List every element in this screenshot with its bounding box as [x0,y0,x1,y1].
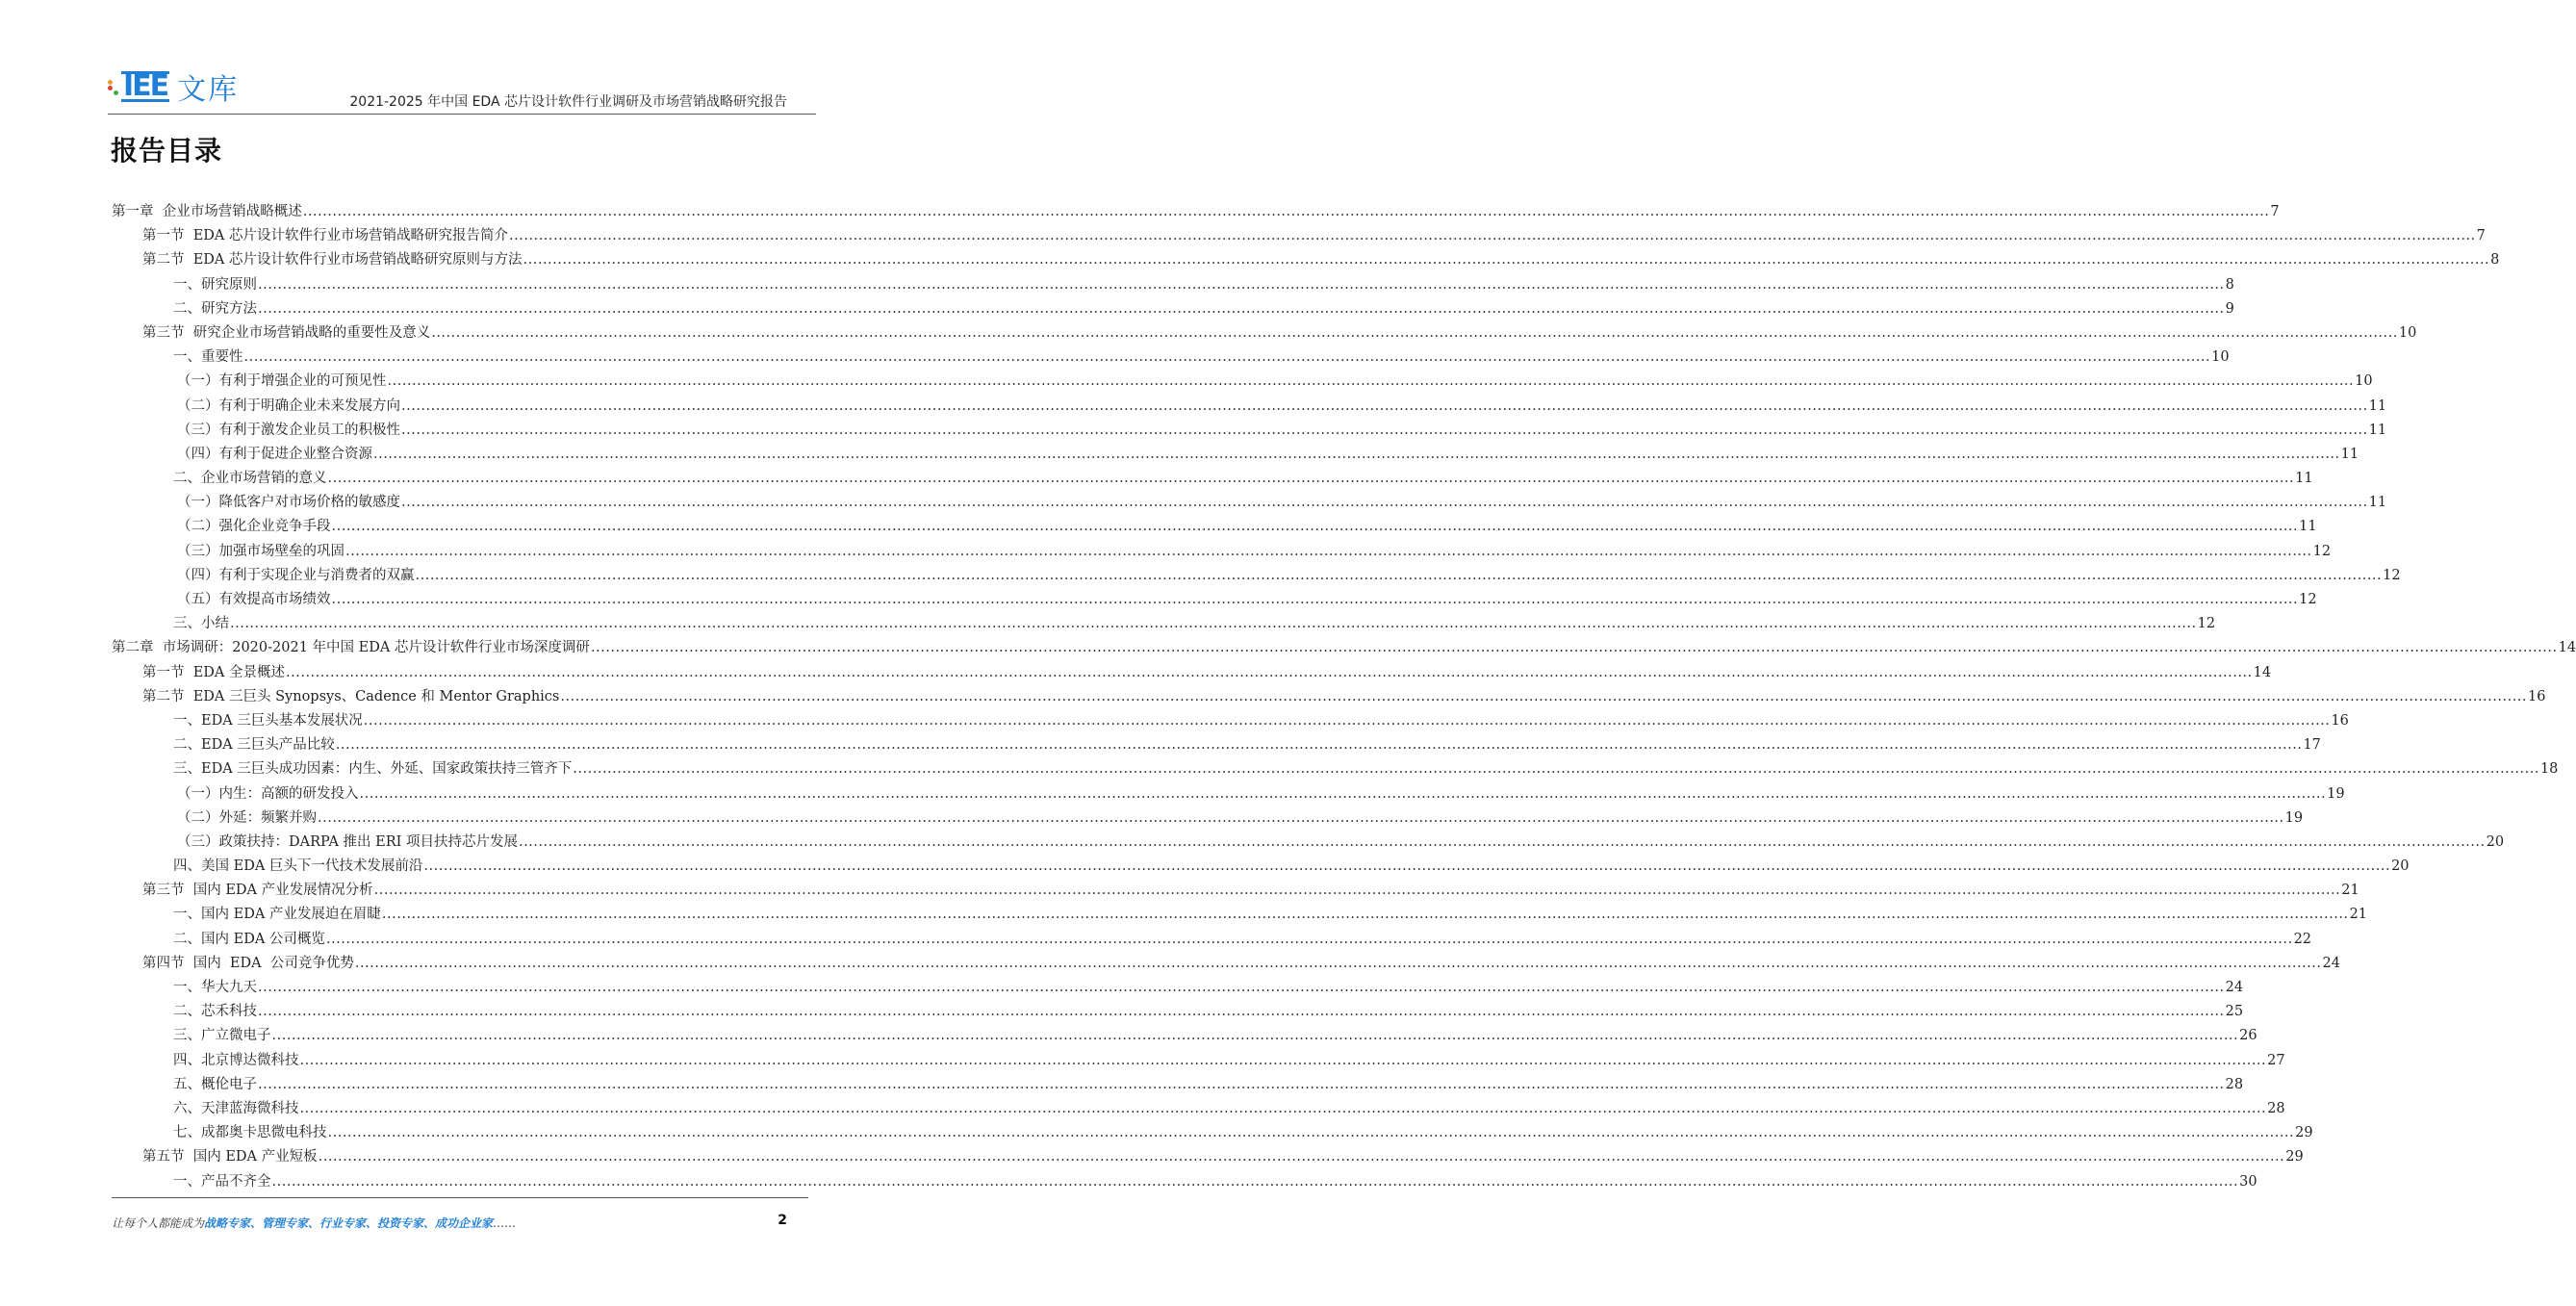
footer-divider [112,1197,808,1198]
toc-leader: ................................................................................................................................................................................................................................................................................................................................................................................................................ [318,809,2284,826]
toc-leader: ................................................................................................................................................................................................................................................................................................................................................................................................................ [363,712,2331,729]
toc-entry[interactable]: 一、重要性 ................................................................................................................................................................................................................................................................................................................................................................................................................ 10 [112,346,814,370]
toc-leader: ................................................................................................................................................................................................................................................................................................................................................................................................................ [401,397,2368,414]
toc-leader: ................................................................................................................................................................................................................................................................................................................................................................................................................ [258,1004,2225,1020]
toc-entry[interactable]: （三）加强市场壁垒的巩固 ................................................................................................................................................................................................................................................................................................................................................................................................................ 12 [112,540,814,564]
toc-leader: ................................................................................................................................................................................................................................................................................................................................................................................................................ [401,495,2368,511]
toc-entry[interactable]: （一）有利于增强企业的可预见性 ................................................................................................................................................................................................................................................................................................................................................................................................................ 10 [112,370,814,394]
toc-entry[interactable]: 二、芯禾科技 ................................................................................................................................................................................................................................................................................................................................................................................................................ 25 [112,1000,814,1024]
toc-entry[interactable]: 第二节 EDA 芯片设计软件行业市场营销战略研究原则与方法 ................................................................................................................................................................................................................................................................................................................................................................................................................ 8 [112,248,814,272]
toc-entry[interactable]: （三）有利于激发企业员工的积极性 ................................................................................................................................................................................................................................................................................................................................................................................................................ 11 [112,419,814,443]
toc-entry[interactable]: （四）有利于实现企业与消费者的双赢 ................................................................................................................................................................................................................................................................................................................................................................................................................ 12 [112,564,814,588]
footer-suffix: …… [493,1216,517,1230]
toc-leader: ................................................................................................................................................................................................................................................................................................................................................................................................................ [335,737,2303,754]
toc-leader: ................................................................................................................................................................................................................................................................................................................................................................................................................ [299,1100,2267,1116]
toc-leader: ................................................................................................................................................................................................................................................................................................................................................................................................................ [299,1052,2267,1068]
toc-leader: ................................................................................................................................................................................................................................................................................................................................................................................................................ [431,324,2398,341]
toc-leader: ................................................................................................................................................................................................................................................................................................................................................................................................................ [286,664,2253,680]
toc-leader: ................................................................................................................................................................................................................................................................................................................................................................................................................ [523,252,2490,269]
toc-entry[interactable]: 二、研究方法 ................................................................................................................................................................................................................................................................................................................................................................................................................ 9 [112,297,814,321]
toc-entry[interactable]: 四、北京博达微科技 ................................................................................................................................................................................................................................................................................................................................................................................................................ 27 [112,1049,814,1073]
toc-leader: ................................................................................................................................................................................................................................................................................................................................................................................................................ [327,471,2295,487]
header-divider [108,114,816,115]
toc-entry[interactable]: 一、产品不齐全 ................................................................................................................................................................................................................................................................................................................................................................................................................ 30 [112,1170,814,1194]
footer-highlight: 战略专家、管理专家、行业专家、投资专家、成功企业家 [204,1216,494,1230]
table-of-contents [112,200,2576,1194]
toc-leader: ................................................................................................................................................................................................................................................................................................................................................................................................................ [243,349,2211,366]
toc-leader: ................................................................................................................................................................................................................................................................................................................................................................................................................ [258,1076,2225,1092]
logo-dot [108,80,113,85]
toc-leader: ................................................................................................................................................................................................................................................................................................................................................................................................................ [401,422,2368,438]
page-number: 2 [778,1213,787,1228]
toc-entry[interactable]: 第五节 国内 EDA 产业短板 ................................................................................................................................................................................................................................................................................................................................................................................................................ 29 [112,1145,814,1169]
toc-entry[interactable]: 第三节 研究企业市场营销战略的重要性及意义 ................................................................................................................................................................................................................................................................................................................................................................................................................ 10 [112,321,814,346]
footer-prefix: 让每个人都能成为 [112,1216,205,1230]
toc-entry[interactable]: （一）降低客户对市场价格的敏感度 ................................................................................................................................................................................................................................................................................................................................................................................................................ 11 [112,491,814,515]
toc-leader: ................................................................................................................................................................................................................................................................................................................................................................................................................ [327,1125,2295,1141]
toc-leader: ................................................................................................................................................................................................................................................................................................................................................................................................................ [331,519,2299,535]
toc-leader: ................................................................................................................................................................................................................................................................................................................................................................................................................ [509,228,2476,244]
toc-entry[interactable]: （二）强化企业竞争手段 ................................................................................................................................................................................................................................................................................................................................................................................................................ 11 [112,515,814,539]
toc-leader: ................................................................................................................................................................................................................................................................................................................................................................................................................ [318,1149,2285,1165]
toc-entry[interactable]: 一、国内 EDA 产业发展迫在眉睫 ................................................................................................................................................................................................................................................................................................................................................................................................................ 21 [112,903,814,927]
toc-entry[interactable]: 三、广立微电子 ................................................................................................................................................................................................................................................................................................................................................................................................................ 26 [112,1024,814,1048]
logo-dots-icon [108,77,119,96]
header-title: 2021-2025 年中国 EDA 芯片设计软件行业调研及市场营销战略研究报告 [349,94,787,110]
toc-leader: ................................................................................................................................................................................................................................................................................................................................................................................................................ [345,543,2312,559]
page-title: 报告目录 [111,135,223,166]
toc-leader: ................................................................................................................................................................................................................................................................................................................................................................................................................ [359,785,2327,802]
toc-entry[interactable]: （一）内生：高额的研发投入 ................................................................................................................................................................................................................................................................................................................................................................................................................ 19 [112,782,814,807]
logo-mark: IEE [123,69,168,103]
toc-leader: ................................................................................................................................................................................................................................................................................................................................................................................................................ [331,592,2299,607]
toc-entry[interactable]: 三、EDA 三巨头成功因素：内生、外延、国家政策扶持三管齐下 ................................................................................................................................................................................................................................................................................................................................................................................................................ 18 [112,757,814,781]
toc-entry[interactable]: 七、成都奥卡思微电科技 ................................................................................................................................................................................................................................................................................................................................................................................................................ 29 [112,1121,814,1145]
toc-leader: ................................................................................................................................................................................................................................................................................................................................................................................................................ [518,833,2486,850]
toc-entry[interactable]: 第一节 EDA 全景概述 ................................................................................................................................................................................................................................................................................................................................................................................................................ 14 [112,661,814,685]
logo [108,67,239,106]
toc-leader: ................................................................................................................................................................................................................................................................................................................................................................................................................ [230,616,2197,632]
logo-dot [108,86,113,90]
toc-entry[interactable]: 一、华大九天 ................................................................................................................................................................................................................................................................................................................................................................................................................ 24 [112,976,814,1000]
toc-entry[interactable]: 一、研究原则 ................................................................................................................................................................................................................................................................................................................................................................................................................ 8 [112,273,814,297]
logo-text: 文库 [177,73,240,107]
toc-entry[interactable]: 二、EDA 三巨头产品比较 ................................................................................................................................................................................................................................................................................................................................................................................................................ 17 [112,733,814,757]
toc-leader: ................................................................................................................................................................................................................................................................................................................................................................................................................ [325,931,2293,947]
toc-entry[interactable]: 第二节 EDA 三巨头 Synopsys、Cadence 和 Mentor Graphics ................................................................................................................................................................................................................................................................................................................................................................................................................ 16 [112,685,814,709]
toc-leader: ................................................................................................................................................................................................................................................................................................................................................................................................................ [387,373,2355,390]
toc-entry[interactable]: （四）有利于促进企业整合资源 ................................................................................................................................................................................................................................................................................................................................................................................................................ 11 [112,443,814,467]
toc-entry[interactable]: 五、概伦电子 ................................................................................................................................................................................................................................................................................................................................................................................................................ 28 [112,1073,814,1097]
toc-leader: ................................................................................................................................................................................................................................................................................................................................................................................................................ [590,640,2558,656]
toc-leader: ................................................................................................................................................................................................................................................................................................................................................................................................................ [560,688,2528,704]
logo-dot [114,90,118,95]
toc-entry[interactable]: 第三节 国内 EDA 产业发展情况分析 ................................................................................................................................................................................................................................................................................................................................................................................................................ 21 [112,879,814,903]
toc-entry[interactable]: 一、EDA 三巨头基本发展状况 ................................................................................................................................................................................................................................................................................................................................................................................................................ 16 [112,709,814,733]
toc-entry[interactable]: 二、国内 EDA 公司概览 ................................................................................................................................................................................................................................................................................................................................................................................................................ 22 [112,928,814,952]
toc-entry[interactable]: （二）外延：频繁并购 ................................................................................................................................................................................................................................................................................................................................................................................................................ 19 [112,807,814,831]
toc-leader: ................................................................................................................................................................................................................................................................................................................................................................................................................ [373,883,2341,899]
footer-slogan [112,1215,516,1231]
toc-entry[interactable]: 六、天津蓝海微科技 ................................................................................................................................................................................................................................................................................................................................................................................................................ 28 [112,1097,814,1121]
toc-leader: ................................................................................................................................................................................................................................................................................................................................................................................................................ [258,980,2225,995]
toc-leader: ................................................................................................................................................................................................................................................................................................................................................................................................................ [373,446,2340,462]
toc-entry[interactable]: 三、小结 ................................................................................................................................................................................................................................................................................................................................................................................................................ 12 [112,612,814,636]
toc-entry[interactable]: （二）有利于明确企业未来发展方向 ................................................................................................................................................................................................................................................................................................................................................................................................................ 11 [112,395,814,419]
toc-leader: ................................................................................................................................................................................................................................................................................................................................................................................................................ [423,858,2391,875]
toc-entry[interactable]: 四、美国 EDA 巨头下一代技术发展前沿 ................................................................................................................................................................................................................................................................................................................................................................................................................ 20 [112,855,814,879]
toc-entry[interactable]: 第一章 企业市场营销战略概述 ................................................................................................................................................................................................................................................................................................................................................................................................................ 7 [112,200,814,224]
toc-leader: ................................................................................................................................................................................................................................................................................................................................................................................................................ [258,276,2225,293]
toc-leader: ................................................................................................................................................................................................................................................................................................................................................................................................................ [271,1173,2239,1190]
toc-leader: ................................................................................................................................................................................................................................................................................................................................................................................................................ [354,955,2322,971]
toc-entry[interactable]: 二、企业市场营销的意义 ................................................................................................................................................................................................................................................................................................................................................................................................................ 11 [112,467,814,491]
toc-entry[interactable]: 第二章 市场调研：2020-2021 年中国 EDA 芯片设计软件行业市场深度调研 ................................................................................................................................................................................................................................................................................................................................................................................................................ 14 [112,636,814,660]
toc-leader: ................................................................................................................................................................................................................................................................................................................................................................................................................ [302,204,2270,219]
toc-leader: ................................................................................................................................................................................................................................................................................................................................................................................................................ [573,761,2539,778]
toc-leader: ................................................................................................................................................................................................................................................................................................................................................................................................................ [258,300,2225,317]
toc-leader: ................................................................................................................................................................................................................................................................................................................................................................................................................ [381,907,2349,923]
toc-entry[interactable]: （三）政策扶持：DARPA 推出 ERI 项目扶持芯片发展 ................................................................................................................................................................................................................................................................................................................................................................................................................ 20 [112,831,814,855]
toc-entry[interactable]: （五）有效提高市场绩效 ................................................................................................................................................................................................................................................................................................................................................................................................................ 12 [112,588,814,612]
toc-leader: ................................................................................................................................................................................................................................................................................................................................................................................................................ [271,1028,2239,1044]
toc-entry[interactable]: 第一节 EDA 芯片设计软件行业市场营销战略研究报告简介 ................................................................................................................................................................................................................................................................................................................................................................................................................ 7 [112,224,814,248]
toc-leader: ................................................................................................................................................................................................................................................................................................................................................................................................................ [415,567,2383,583]
toc-entry[interactable]: 第四节 国内 EDA 公司竞争优势 ................................................................................................................................................................................................................................................................................................................................................................................................................ 24 [112,952,814,976]
